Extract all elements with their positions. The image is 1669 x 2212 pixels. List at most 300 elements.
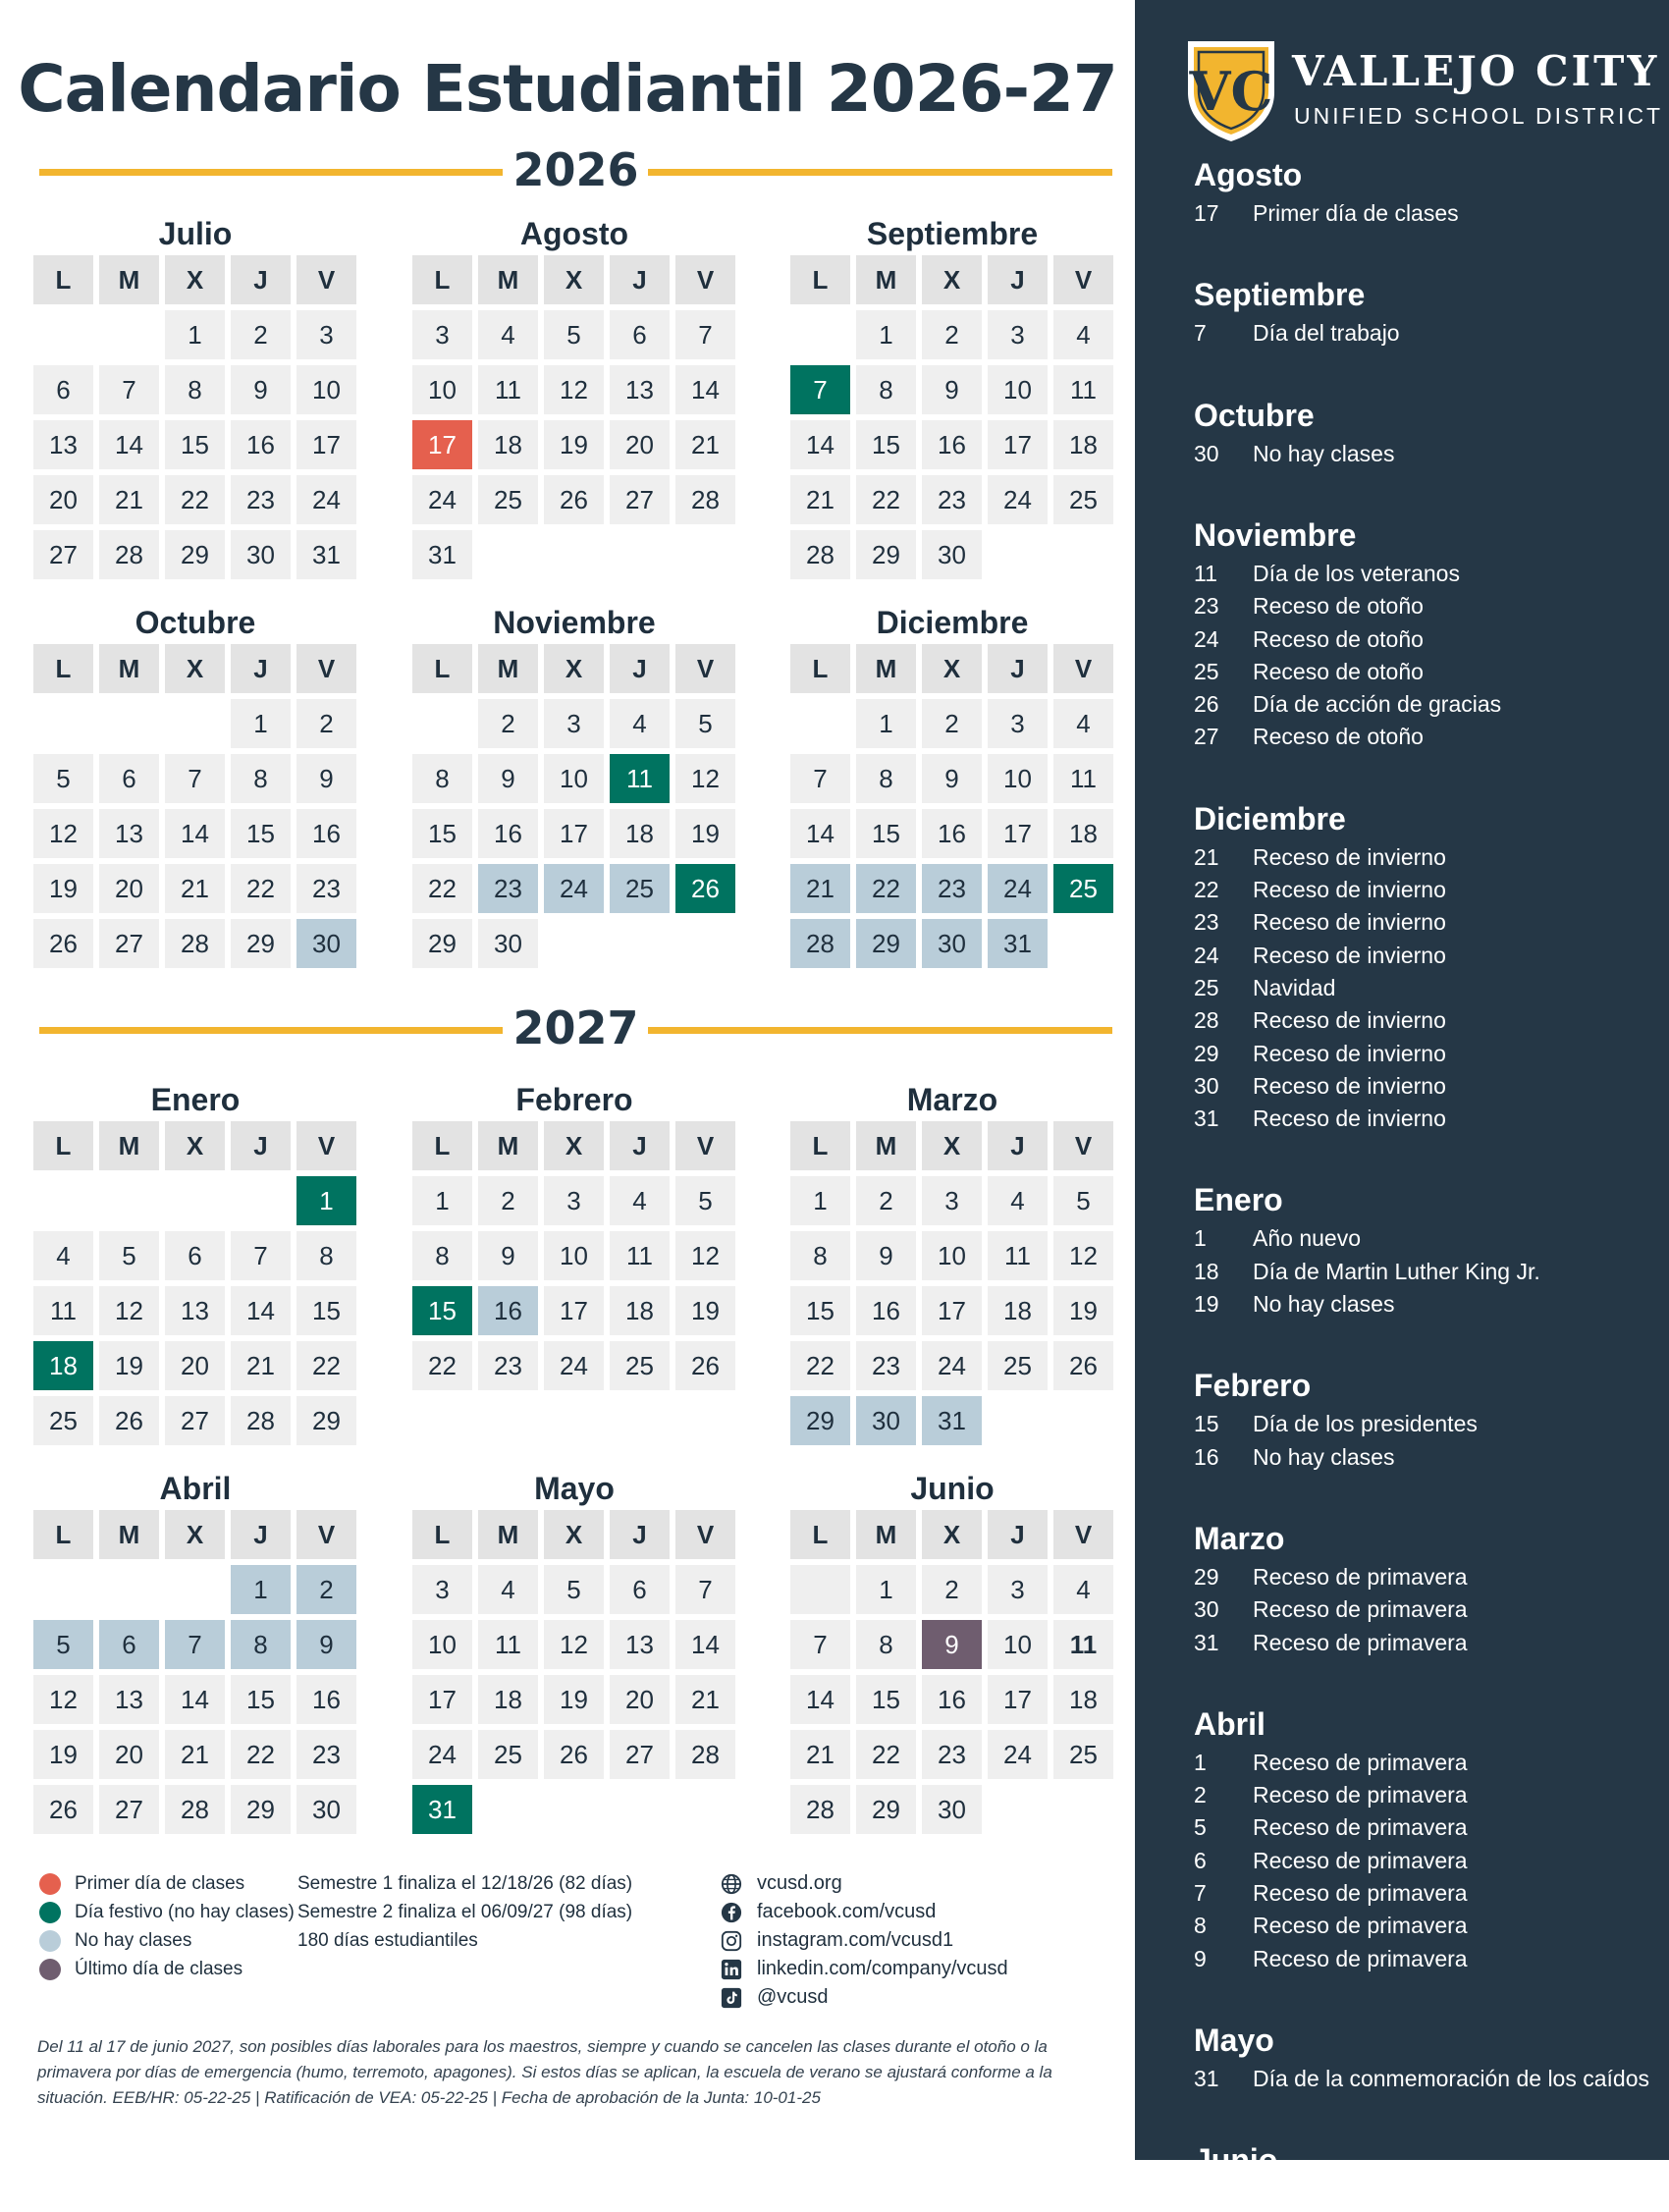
weekday-header: V <box>675 644 735 693</box>
day-cell: 17 <box>544 1286 604 1335</box>
day-cell: 14 <box>165 1675 225 1724</box>
day-cell: 10 <box>544 754 604 803</box>
empty-cell <box>412 699 472 748</box>
weekday-header: J <box>610 1510 670 1559</box>
sidebar-event <box>1194 1750 1468 1776</box>
day-cell: 11 <box>1053 1620 1113 1669</box>
day-cell: 27 <box>610 1730 670 1779</box>
day-cell: 10 <box>544 1231 604 1280</box>
day-cell: 15 <box>412 809 472 858</box>
sidebar-event <box>1194 1564 1468 1591</box>
day-cell: 13 <box>99 809 159 858</box>
weekday-header: L <box>790 1510 850 1559</box>
month-grid <box>412 255 736 579</box>
day-cell: 18 <box>478 420 538 469</box>
social-linkedin[interactable]: linkedin.com/company/vcusd <box>720 1955 1008 1983</box>
weekday-header: V <box>296 1510 356 1559</box>
day-cell: 4 <box>33 1231 93 1280</box>
day-cell: 21 <box>790 475 850 524</box>
event-day: 7 <box>1194 320 1207 347</box>
event-day: 1 <box>1194 1225 1207 1252</box>
legend-item: No hay clases <box>39 1926 295 1955</box>
day-cell: 20 <box>610 1675 670 1724</box>
day-cell: 12 <box>544 1620 604 1669</box>
legend-dot-icon <box>39 1959 61 1980</box>
sidebar-event <box>1194 1007 1446 1034</box>
semester-notes <box>297 1869 632 1955</box>
day-cell: 26 <box>33 919 93 968</box>
day-cell: 11 <box>478 365 538 414</box>
day-cell: 20 <box>99 1730 159 1779</box>
sidebar-month-heading: Marzo <box>1194 1520 1285 1556</box>
sidebar-event <box>1194 441 1394 467</box>
month-junio <box>790 1467 1114 1834</box>
day-cell: 31 <box>296 530 356 579</box>
day-cell: 17 <box>412 420 472 469</box>
weekday-header: X <box>165 1510 225 1559</box>
legend-dot-icon <box>39 1930 61 1952</box>
month-grid <box>33 1510 357 1834</box>
sidebar-event <box>1194 1041 1446 1067</box>
event-text: Receso de invierno <box>1253 909 1446 936</box>
day-cell: 11 <box>1053 754 1113 803</box>
weekday-header: L <box>412 1121 472 1170</box>
district-logo <box>1182 35 1280 145</box>
globe-icon <box>720 1872 743 1896</box>
day-cell: 15 <box>231 1675 291 1724</box>
note-line: Semestre 1 finaliza el 12/18/26 (82 días) <box>297 1873 633 1894</box>
event-day: 18 <box>1194 1258 1219 1284</box>
day-cell: 9 <box>296 1620 356 1669</box>
tiktok-icon <box>720 1986 743 2010</box>
day-cell: 7 <box>99 365 159 414</box>
sidebar-event <box>1194 1880 1468 1907</box>
event-text: Receso de primavera <box>1253 1749 1468 1775</box>
sidebar-month-heading: Agosto <box>1194 157 1303 192</box>
day-cell: 29 <box>856 530 916 579</box>
day-cell: 5 <box>675 699 735 748</box>
day-cell: 24 <box>296 475 356 524</box>
day-cell: 4 <box>478 310 538 359</box>
day-cell: 1 <box>231 699 291 748</box>
event-day: 2 <box>1194 1782 1207 1808</box>
day-cell: 28 <box>790 1785 850 1834</box>
weekday-header: J <box>231 1510 291 1559</box>
event-text: No hay clases <box>1253 440 1395 466</box>
day-cell: 10 <box>988 365 1048 414</box>
day-cell: 11 <box>1053 365 1113 414</box>
day-cell: 23 <box>856 1341 916 1390</box>
event-text: Receso de primavera <box>1253 1596 1468 1623</box>
day-cell: 6 <box>99 754 159 803</box>
day-cell: 9 <box>296 754 356 803</box>
footnote: Del 11 al 17 de junio 2027, son posibles días laborales para los maestros, siempre y cuando se cancelen las clases durante el otoño o la primavera por días de emergencia (humo, terremoto, apagones). Si estos días se aplican, la escuela de verano se ajustará conforme a la situación. EEB/HR: 05-22-25 | Ratificación de VEA: 05-22-25 | Fecha de aprobación de la Junta: 10-01-25 <box>37 2037 1052 2107</box>
brand-subtitle: UNIFIED SCHOOL DISTRICT <box>1294 103 1664 129</box>
day-cell: 22 <box>296 1341 356 1390</box>
day-cell: 21 <box>99 475 159 524</box>
event-day: 25 <box>1194 974 1219 1000</box>
weekday-header: M <box>856 1121 916 1170</box>
month-grid <box>412 1510 736 1834</box>
day-cell: 24 <box>544 864 604 913</box>
day-cell: 5 <box>33 754 93 803</box>
day-cell: 9 <box>231 365 291 414</box>
day-cell: 5 <box>544 310 604 359</box>
day-cell: 15 <box>165 420 225 469</box>
event-day: 30 <box>1194 1072 1219 1099</box>
day-cell: 22 <box>231 1730 291 1779</box>
day-cell: 3 <box>412 1565 472 1614</box>
day-cell: 18 <box>1053 809 1113 858</box>
sidebar-event <box>1194 1946 1468 1972</box>
day-cell: 2 <box>296 699 356 748</box>
month-name: Agosto <box>519 216 629 251</box>
day-cell: 6 <box>99 1620 159 1669</box>
day-cell: 2 <box>922 1565 982 1614</box>
event-day: 8 <box>1194 1913 1207 1939</box>
day-cell: 8 <box>231 754 291 803</box>
sidebar-event <box>1194 1291 1394 1318</box>
day-cell: 28 <box>790 530 850 579</box>
day-cell: 1 <box>296 1176 356 1225</box>
event-day: 21 <box>1194 843 1219 870</box>
day-cell: 22 <box>412 1341 472 1390</box>
weekday-header: M <box>99 255 159 304</box>
weekday-header: X <box>544 255 604 304</box>
day-cell: 14 <box>675 365 735 414</box>
events-sidebar <box>1135 0 1669 2212</box>
day-cell: 1 <box>856 1565 916 1614</box>
day-cell: 5 <box>1053 1176 1113 1225</box>
day-cell: 18 <box>1053 1675 1113 1724</box>
empty-cell <box>33 1565 93 1614</box>
legend-item: Último día de clases <box>39 1955 295 1983</box>
weekday-header: J <box>610 255 670 304</box>
brand-name: VALLEJO CITY <box>1292 47 1660 95</box>
day-cell: 19 <box>675 809 735 858</box>
day-cell: 12 <box>33 1675 93 1724</box>
weekday-header: M <box>856 255 916 304</box>
day-cell: 29 <box>296 1396 356 1445</box>
event-text: Receso de invierno <box>1253 1072 1446 1099</box>
weekday-header: M <box>99 644 159 693</box>
month-grid <box>33 255 357 579</box>
day-cell: 20 <box>165 1341 225 1390</box>
weekday-header: X <box>165 255 225 304</box>
sidebar-event <box>1194 877 1446 903</box>
day-cell: 30 <box>296 919 356 968</box>
month-name: Febrero <box>515 1082 633 1117</box>
month-grid <box>33 1121 357 1445</box>
day-cell: 18 <box>1053 420 1113 469</box>
empty-cell <box>790 310 850 359</box>
day-cell: 16 <box>478 809 538 858</box>
weekday-header: L <box>790 1121 850 1170</box>
day-cell: 2 <box>922 310 982 359</box>
day-cell: 12 <box>675 754 735 803</box>
month-grid <box>412 1121 736 1390</box>
event-day: 24 <box>1194 625 1219 652</box>
weekday-header: L <box>33 644 93 693</box>
day-cell: 15 <box>856 1675 916 1724</box>
day-cell: 29 <box>231 1785 291 1834</box>
day-cell: 28 <box>165 919 225 968</box>
day-cell: 21 <box>165 864 225 913</box>
weekday-header: X <box>922 1510 982 1559</box>
event-text: Receso de invierno <box>1253 843 1446 870</box>
day-cell: 26 <box>544 475 604 524</box>
day-cell: 19 <box>33 1730 93 1779</box>
sidebar-month-heading: Abril <box>1194 1705 1265 1742</box>
day-cell: 2 <box>478 699 538 748</box>
day-cell: 21 <box>675 1675 735 1724</box>
day-cell: 30 <box>231 530 291 579</box>
day-cell: 3 <box>544 1176 604 1225</box>
empty-cell <box>99 1565 159 1614</box>
day-cell: 3 <box>988 310 1048 359</box>
sidebar-month-heading: Mayo <box>1194 2022 1274 2058</box>
day-cell: 9 <box>856 1231 916 1280</box>
weekday-header: L <box>33 1121 93 1170</box>
day-cell: 28 <box>675 475 735 524</box>
event-text: Receso de otoño <box>1253 658 1424 684</box>
day-cell: 22 <box>790 1341 850 1390</box>
social-website[interactable]: vcusd.org <box>720 1869 1008 1898</box>
day-cell: 31 <box>988 919 1048 968</box>
day-cell: 29 <box>165 530 225 579</box>
day-cell: 3 <box>544 699 604 748</box>
day-cell: 10 <box>412 1620 472 1669</box>
event-text: Receso de primavera <box>1253 1629 1468 1655</box>
sidebar-month-heading: Diciembre <box>1194 800 1346 836</box>
weekday-header: M <box>478 1121 538 1170</box>
month-agosto <box>412 212 736 579</box>
sidebar-month-heading: Octubre <box>1194 397 1315 433</box>
weekday-header: L <box>790 255 850 304</box>
day-cell: 22 <box>165 475 225 524</box>
day-cell: 26 <box>675 1341 735 1390</box>
day-cell: 12 <box>544 365 604 414</box>
sidebar-event <box>1194 1073 1446 1100</box>
sidebar-event <box>1194 844 1446 871</box>
month-name: Diciembre <box>876 605 1029 640</box>
legend <box>39 1869 295 1983</box>
weekday-header: J <box>610 1121 670 1170</box>
month-grid <box>412 644 736 968</box>
day-cell: 4 <box>478 1565 538 1614</box>
day-cell: 15 <box>790 1286 850 1335</box>
day-cell: 10 <box>922 1231 982 1280</box>
event-day: 23 <box>1194 909 1219 936</box>
day-cell: 25 <box>478 475 538 524</box>
weekday-header: V <box>296 644 356 693</box>
day-cell: 26 <box>99 1396 159 1445</box>
year-label: 2026 <box>512 143 639 196</box>
day-cell: 2 <box>922 699 982 748</box>
day-cell: 30 <box>922 919 982 968</box>
sidebar-event <box>1194 1259 1540 1285</box>
day-cell: 4 <box>1053 1565 1113 1614</box>
weekday-header: M <box>478 644 538 693</box>
day-cell: 9 <box>478 754 538 803</box>
event-day: 6 <box>1194 1847 1207 1873</box>
month-diciembre <box>790 601 1114 968</box>
legend-dot-icon <box>39 1873 61 1895</box>
day-cell: 27 <box>99 1785 159 1834</box>
day-cell: 21 <box>790 864 850 913</box>
day-cell: 28 <box>790 919 850 968</box>
day-cell: 8 <box>856 365 916 414</box>
day-cell: 5 <box>675 1176 735 1225</box>
day-cell: 12 <box>33 809 93 858</box>
social-facebook[interactable]: facebook.com/vcusd <box>720 1898 1008 1926</box>
sidebar-event <box>1194 691 1501 718</box>
sidebar-event <box>1194 2066 1649 2092</box>
social-instagram[interactable]: instagram.com/vcusd1 <box>720 1926 1008 1955</box>
day-cell: 24 <box>988 475 1048 524</box>
sidebar-event <box>1194 1444 1394 1471</box>
day-cell: 29 <box>412 919 472 968</box>
day-cell: 25 <box>610 1341 670 1390</box>
day-cell: 27 <box>610 475 670 524</box>
year-divider-2027 <box>39 999 1112 1058</box>
day-cell: 14 <box>790 809 850 858</box>
event-text: Receso de primavera <box>1253 1847 1468 1873</box>
weekday-header: X <box>922 1121 982 1170</box>
linkedin-icon <box>720 1958 743 1981</box>
day-cell: 14 <box>231 1286 291 1335</box>
day-cell: 7 <box>165 1620 225 1669</box>
day-cell: 18 <box>610 1286 670 1335</box>
sidebar-event <box>1194 1913 1468 1939</box>
day-cell: 19 <box>675 1286 735 1335</box>
event-day: 19 <box>1194 1291 1219 1317</box>
event-text: Último día de clases <box>1253 2185 1457 2212</box>
day-cell: 5 <box>99 1231 159 1280</box>
weekday-header: X <box>544 644 604 693</box>
day-cell: 29 <box>790 1396 850 1445</box>
day-cell: 2 <box>478 1176 538 1225</box>
day-cell: 20 <box>610 420 670 469</box>
month-name: Marzo <box>906 1082 998 1117</box>
month-grid <box>790 1510 1114 1834</box>
day-cell: 3 <box>988 1565 1048 1614</box>
sidebar-event <box>1194 909 1446 936</box>
day-cell: 25 <box>610 864 670 913</box>
weekday-header: L <box>790 644 850 693</box>
day-cell: 19 <box>544 420 604 469</box>
day-cell: 25 <box>1053 1730 1113 1779</box>
event-text: Receso de primavera <box>1253 1945 1468 1971</box>
weekday-header: J <box>988 1510 1048 1559</box>
weekday-header: M <box>99 1121 159 1170</box>
event-day: 22 <box>1194 877 1219 902</box>
weekday-header: L <box>33 1510 93 1559</box>
event-text: Día del trabajo <box>1253 320 1400 347</box>
empty-cell <box>790 699 850 748</box>
event-day: 9 <box>1194 2185 1207 2212</box>
day-cell: 7 <box>675 310 735 359</box>
day-cell: 18 <box>33 1341 93 1390</box>
day-cell: 22 <box>412 864 472 913</box>
sidebar-month-heading: Enero <box>1194 1182 1283 1218</box>
sidebar-event <box>1194 320 1400 347</box>
month-mayo <box>412 1467 736 1834</box>
day-cell: 19 <box>544 1675 604 1724</box>
year-divider-2026 <box>39 141 1112 200</box>
day-cell: 16 <box>231 420 291 469</box>
day-cell: 16 <box>922 1675 982 1724</box>
day-cell: 17 <box>412 1675 472 1724</box>
sidebar-event <box>1194 1596 1468 1623</box>
day-cell: 20 <box>99 864 159 913</box>
event-day: 28 <box>1194 1007 1219 1034</box>
event-day: 15 <box>1194 1411 1219 1437</box>
month-febrero <box>412 1078 736 1390</box>
day-cell: 30 <box>296 1785 356 1834</box>
day-cell: 17 <box>922 1286 982 1335</box>
day-cell: 15 <box>856 809 916 858</box>
day-cell: 29 <box>856 919 916 968</box>
day-cell: 10 <box>296 365 356 414</box>
day-cell: 3 <box>296 310 356 359</box>
sidebar-event <box>1194 1411 1478 1437</box>
day-cell: 1 <box>231 1565 291 1614</box>
event-text: No hay clases <box>1253 1443 1395 1470</box>
divider-line <box>648 169 1112 176</box>
day-cell: 4 <box>1053 310 1113 359</box>
day-cell: 8 <box>412 1231 472 1280</box>
event-text: Receso de invierno <box>1253 877 1446 902</box>
day-cell: 19 <box>33 864 93 913</box>
day-cell: 27 <box>165 1396 225 1445</box>
day-cell: 12 <box>99 1286 159 1335</box>
day-cell: 17 <box>988 1675 1048 1724</box>
weekday-header: J <box>231 1121 291 1170</box>
day-cell: 21 <box>790 1730 850 1779</box>
empty-cell <box>231 1176 291 1225</box>
event-day: 31 <box>1194 2065 1219 2091</box>
weekday-header: V <box>1053 644 1113 693</box>
event-day: 30 <box>1194 1596 1219 1623</box>
weekday-header: V <box>675 1510 735 1559</box>
day-cell: 1 <box>856 310 916 359</box>
sidebar-event <box>1194 1225 1361 1252</box>
weekday-header: J <box>231 644 291 693</box>
day-cell: 7 <box>165 754 225 803</box>
event-day: 31 <box>1194 1106 1219 1132</box>
day-cell: 25 <box>478 1730 538 1779</box>
social-tiktok[interactable]: @vcusd <box>720 1983 1008 2012</box>
day-cell: 11 <box>610 1231 670 1280</box>
day-cell: 13 <box>33 420 93 469</box>
day-cell: 9 <box>922 1620 982 1669</box>
event-day: 11 <box>1194 560 1217 586</box>
event-text: Receso de invierno <box>1253 942 1446 968</box>
month-septiembre <box>790 212 1114 579</box>
day-cell: 10 <box>988 754 1048 803</box>
day-cell: 14 <box>790 1675 850 1724</box>
day-cell: 15 <box>296 1286 356 1335</box>
day-cell: 24 <box>988 864 1048 913</box>
event-day: 27 <box>1194 724 1219 750</box>
day-cell: 30 <box>856 1396 916 1445</box>
day-cell: 5 <box>544 1565 604 1614</box>
day-cell: 13 <box>99 1675 159 1724</box>
day-cell: 11 <box>988 1231 1048 1280</box>
day-cell: 1 <box>856 699 916 748</box>
month-name: Junio <box>910 1471 995 1506</box>
